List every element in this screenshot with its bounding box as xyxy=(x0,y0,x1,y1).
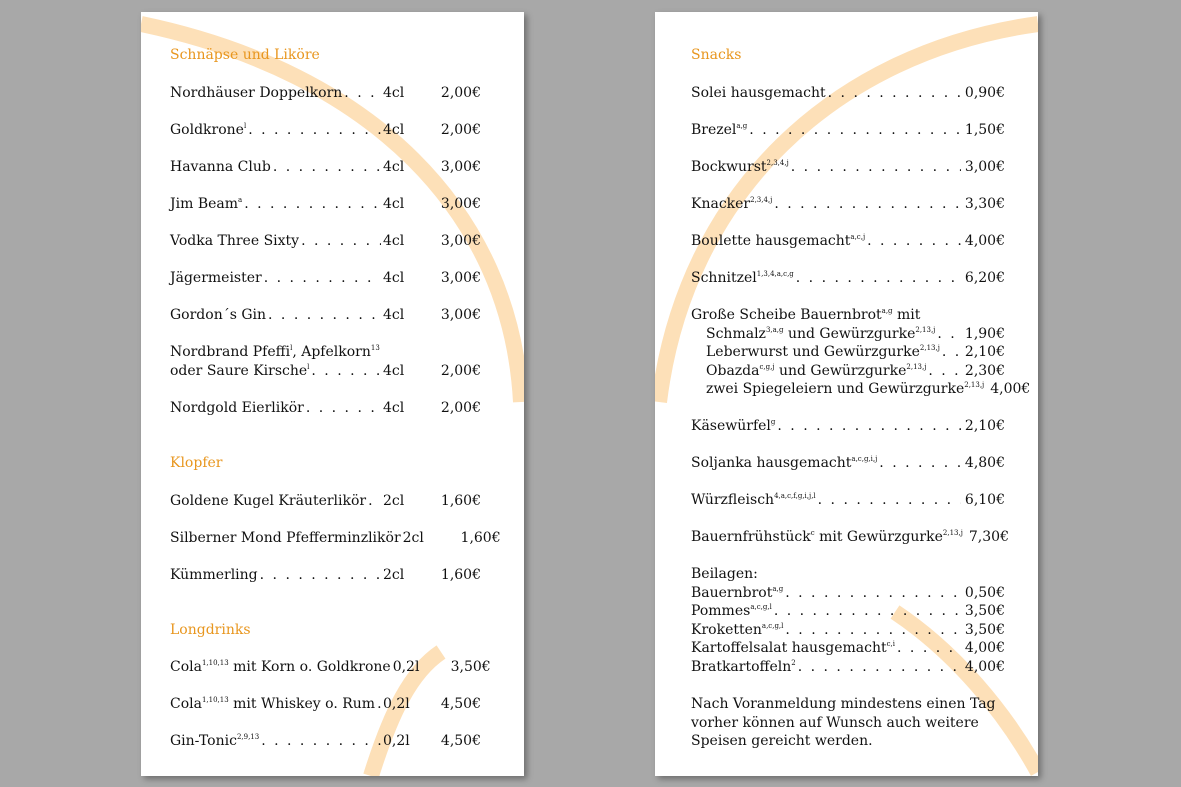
menu-item: oder Saure Kirsche$^l$ . . . 4cl 2,00€ xyxy=(170,362,481,380)
menu-item: Vodka Three Sixty . . . 4cl 3,00€ xyxy=(170,232,481,250)
menu-page-snacks xyxy=(655,12,1038,776)
section-title-schnaepse: Schnäpse und Liköre xyxy=(170,47,320,63)
menu-item: Nordgold Eierlikör . . . 4cl 2,00€ xyxy=(170,399,481,417)
menu-item: Kartoffelsalat hausgemacht$^{c,i}$ . . . 4,00€ xyxy=(691,639,1005,657)
menu-item: Käsewürfel$^g$ . . . 2,10€ xyxy=(691,417,1005,435)
menu-sub-item: Schmalz$^{3,a,g}$ und Gewürzgurke$^{2,13,j}$ . . . 1,90€ xyxy=(706,325,1005,343)
menu-sub-item: Obazda$^{c,g,j}$ und Gewürzgurke$^{2,13,j}$ . . . 2,30€ xyxy=(706,362,1005,380)
menu-item: Knacker$^{2,3,4,j}$ . . . 3,30€ xyxy=(691,195,1005,213)
menu-item: Gordon´s Gin . . . 4cl 3,00€ xyxy=(170,306,481,324)
menu-item: Würzfleisch$^{4,a,c,f,g,i,j,l}$ . . . 6,10€ xyxy=(691,491,1005,509)
menu-item: Jägermeister . . . 4cl 3,00€ xyxy=(170,269,481,287)
section-title-klopfer: Klopfer xyxy=(170,455,223,471)
menu-item-heading-bauernbrot: Große Scheibe Bauernbrot$^{a,g}$ mit xyxy=(691,307,921,323)
menu-item: Kroketten$^{a,c,g,l}$ . . . 3,50€ xyxy=(691,621,1005,639)
menu-item: Kümmerling . . . 2cl 1,60€ xyxy=(170,566,481,584)
menu-item: Cola$^{1,10,13}$ mit Whiskey o. Rum . . . 0,2l 4,50€ xyxy=(170,695,481,713)
menu-item: Brezel$^{a,g}$ . . . 1,50€ xyxy=(691,121,1005,139)
menu-item: Schnitzel$^{1,3,4,a,c,g}$ . . . 6,20€ xyxy=(691,269,1005,287)
menu-item: Pommes$^{a,c,g,l}$ . . . 3,50€ xyxy=(691,602,1005,620)
menu-item: Goldkrone$^l$ . . . 4cl 2,00€ xyxy=(170,121,481,139)
menu-item: Silberner Mond Pfefferminzlikör 2cl 1,60€ xyxy=(170,530,501,546)
beilagen-heading: Beilagen: xyxy=(691,566,758,582)
menu-page-drinks xyxy=(141,12,524,776)
menu-item: Gin-Tonic$^{2,9,13}$ . . . 0,2l 4,50€ xyxy=(170,732,481,750)
menu-item-multiline-first: Nordbrand Pfeffi$^l$, Apfelkorn$^{13}$ xyxy=(170,344,380,360)
note-line: Speisen gereicht werden. xyxy=(691,733,873,749)
menu-item: Bauernfrühstück$^c$ mit Gewürzgurke$^{2,13,j}$ 7,30€ xyxy=(691,529,1009,545)
menu-item: Bauernbrot$^{a,g}$ . . . 0,50€ xyxy=(691,584,1005,602)
menu-item: Solei hausgemacht . . . 0,90€ xyxy=(691,84,1005,102)
menu-item: Goldene Kugel Kräuterlikör . . . 2cl 1,60€ xyxy=(170,492,481,510)
menu-item: Bratkartoffeln$^2$ . . . 4,00€ xyxy=(691,658,1005,676)
menu-item: Cola$^{1,10,13}$ mit Korn o. Goldkrone 0,2l 3,50€ xyxy=(170,659,491,675)
menu-sub-item: Leberwurst und Gewürzgurke$^{2,13,j}$ . . . 2,10€ xyxy=(706,343,1005,361)
section-title-longdrinks: Longdrinks xyxy=(170,622,251,638)
menu-item: Jim Beam$^a$ . . . 4cl 3,00€ xyxy=(170,195,481,213)
menu-item: Nordhäuser Doppelkorn . . . 4cl 2,00€ xyxy=(170,84,481,102)
menu-item: Boulette hausgemacht$^{a,c,j}$ . . . 4,00€ xyxy=(691,232,1005,250)
menu-sub-item: zwei Spiegeleiern und Gewürzgurke$^{2,13,j}$ 4,00€ xyxy=(706,381,1031,397)
menu-item: Havanna Club . . . 4cl 3,00€ xyxy=(170,158,481,176)
menu-item: Soljanka hausgemacht$^{a,c,g,i,j}$ . . . 4,80€ xyxy=(691,454,1005,472)
note-line: Nach Voranmeldung mindestens einen Tag xyxy=(691,696,996,712)
note-line: vorher können auf Wunsch auch weitere xyxy=(691,715,979,731)
menu-item: Bockwurst$^{2,3,4,j}$ . . . 3,00€ xyxy=(691,158,1005,176)
section-title-snacks: Snacks xyxy=(691,47,742,63)
